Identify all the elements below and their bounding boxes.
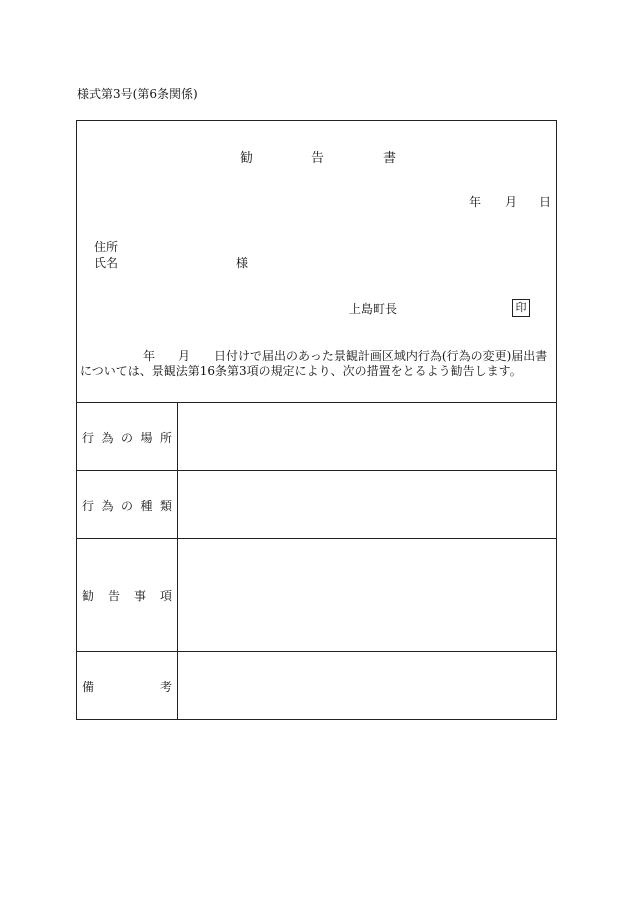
label-char: 考 bbox=[159, 680, 172, 694]
seal-stamp: 印 bbox=[512, 299, 530, 317]
label-char: の bbox=[120, 499, 133, 513]
body-year-label: 年 bbox=[143, 349, 156, 363]
table-column-divider bbox=[177, 402, 178, 720]
label-char: 場 bbox=[140, 431, 153, 445]
row-label-location bbox=[82, 429, 172, 446]
title-char: 書 bbox=[383, 151, 397, 166]
date-day-label: 日 bbox=[539, 195, 552, 209]
label-char: 告 bbox=[107, 589, 120, 603]
label-char: 所 bbox=[159, 431, 172, 445]
form-frame bbox=[76, 120, 557, 720]
table-divider bbox=[76, 651, 557, 652]
body-line-1-text: 日付けで届出のあった景観計画区域内行為(行為の変更)届出書 bbox=[214, 349, 548, 363]
table-divider bbox=[76, 402, 557, 403]
label-char: 事 bbox=[133, 589, 146, 603]
issuer-title: 上島町長 bbox=[349, 302, 398, 316]
title-char: 告 bbox=[311, 151, 325, 166]
label-char: 種 bbox=[140, 499, 153, 513]
title-char: 勧 bbox=[240, 151, 254, 166]
honorific: 様 bbox=[236, 256, 249, 270]
form-number: 様式第3号(第6条関係) bbox=[77, 87, 198, 101]
row-label-recommendation bbox=[82, 587, 172, 604]
label-char: 行 bbox=[82, 431, 95, 445]
date-year-label: 年 bbox=[469, 195, 482, 209]
label-char: 為 bbox=[101, 499, 114, 513]
address-label: 住所 bbox=[94, 240, 119, 254]
label-char: の bbox=[120, 431, 133, 445]
table-divider bbox=[76, 538, 557, 539]
label-char: 類 bbox=[159, 499, 172, 513]
label-char: 項 bbox=[159, 589, 172, 603]
row-label-type bbox=[82, 497, 172, 514]
date-month-label: 月 bbox=[505, 195, 518, 209]
label-char: 為 bbox=[101, 431, 114, 445]
body-line-2: については、景観法第16条第3項の規定により、次の措置をとるよう勧告します。 bbox=[80, 364, 522, 378]
row-label-remarks bbox=[82, 678, 172, 695]
table-divider bbox=[76, 470, 557, 471]
label-char: 行 bbox=[82, 499, 95, 513]
label-char: 勧 bbox=[82, 589, 95, 603]
name-label: 氏名 bbox=[94, 256, 119, 270]
body-month-label: 月 bbox=[178, 349, 191, 363]
document-title bbox=[0, 147, 630, 166]
label-char: 備 bbox=[82, 680, 95, 694]
